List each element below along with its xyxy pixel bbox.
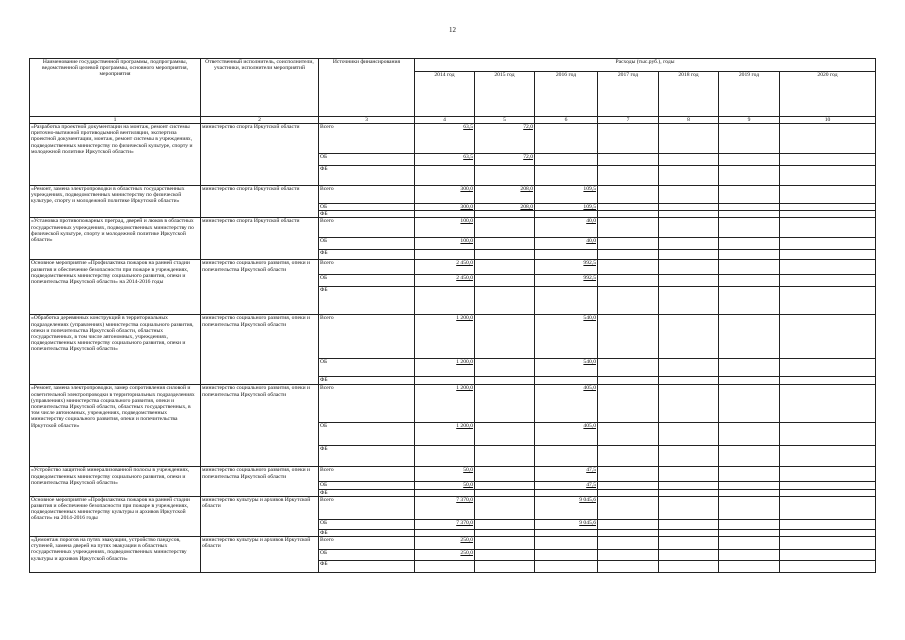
- header-row-top: [30, 59, 876, 72]
- expense-value: [780, 489, 876, 496]
- expense-value: [598, 385, 659, 423]
- expense-value: 992,5: [535, 275, 598, 287]
- expense-value: [475, 537, 535, 550]
- header-year: 2015 год: [475, 72, 535, 117]
- expense-value: [659, 482, 719, 489]
- expense-value: [780, 315, 876, 359]
- table-row: [30, 218, 876, 238]
- expense-value: [659, 260, 719, 275]
- expense-value: [780, 359, 876, 377]
- expense-value: [719, 275, 780, 287]
- expense-value: [780, 496, 876, 519]
- expense-value: [719, 423, 780, 446]
- expense-value: [659, 496, 719, 519]
- column-number: 1: [30, 117, 201, 124]
- expense-value: [659, 377, 719, 385]
- expense-value: 7 370,0: [415, 496, 475, 519]
- expense-value: [780, 519, 876, 529]
- column-number: 2: [201, 117, 319, 124]
- expense-value: [598, 186, 659, 204]
- funding-source: ОБ: [319, 154, 415, 166]
- expense-value: [475, 561, 535, 573]
- header-year: 2014 год: [415, 72, 475, 117]
- expense-value: [780, 423, 876, 446]
- expense-value: 109,5: [535, 204, 598, 211]
- expense-value: [780, 166, 876, 186]
- funding-source: ОБ: [319, 550, 415, 561]
- expense-value: 992,5: [535, 260, 598, 275]
- expense-value: [659, 359, 719, 377]
- activity-name: Основное мероприятие «Профилактика пожаров на ранней стадии развития и обеспечение безопасности при пожаре в учреждениях, подведомственных министерству культуры и архивов Иркутской области» на 2014-2016 годы: [30, 496, 201, 536]
- expense-value: [719, 315, 780, 359]
- funding-source: ФБ: [319, 166, 415, 186]
- expense-value: [475, 423, 535, 446]
- expense-value: [598, 482, 659, 489]
- expense-value: [475, 315, 535, 359]
- expense-value: [659, 489, 719, 496]
- expense-value: 100,0: [415, 238, 475, 250]
- expense-value: [719, 250, 780, 260]
- expense-value: [659, 467, 719, 482]
- expense-value: [659, 166, 719, 186]
- header-year: 2017 год: [598, 72, 659, 117]
- funding-source: Всего: [319, 385, 415, 423]
- expense-value: 109,5: [535, 186, 598, 204]
- responsible-executor: министерство социального развития, опеки и попечительства Иркутской области: [201, 260, 319, 315]
- expense-value: [719, 385, 780, 423]
- funding-source: ФБ: [319, 287, 415, 315]
- expense-value: 47,5: [535, 482, 598, 489]
- expense-value: [475, 467, 535, 482]
- expense-value: [780, 287, 876, 315]
- expense-value: [415, 211, 475, 218]
- header-executor: Ответственный исполнитель, соисполнители, участники, исполнители мероприятий: [201, 59, 319, 117]
- expense-value: [415, 489, 475, 496]
- expense-value: [719, 482, 780, 489]
- table-row: [30, 186, 876, 204]
- expense-value: [659, 250, 719, 260]
- header-expenses: Расходы (тыс.руб.), годы: [415, 59, 876, 72]
- expense-value: 9 045,6: [535, 496, 598, 519]
- expense-value: [780, 218, 876, 238]
- expense-value: [659, 204, 719, 211]
- expense-value: [719, 519, 780, 529]
- expense-value: [475, 250, 535, 260]
- expense-value: [598, 537, 659, 550]
- expense-value: [780, 154, 876, 166]
- expense-value: [780, 238, 876, 250]
- expense-value: [659, 446, 719, 467]
- activity-name: «Ремонт, замена электропроводки, замер сопротивления силовой и осветительной электропроводки в территориальных подразделениях (управлениях) министерства социального развития, опеки и попечительства Иркутской области, областных государственных, в том числе автономных, учреждениях, подведомственных министерству социального развития, опеки и попечительства Иркутской области»: [30, 385, 201, 467]
- responsible-executor: министерство культуры и архивов Иркутской области: [201, 537, 319, 573]
- table-row: [30, 537, 876, 550]
- expense-value: [535, 561, 598, 573]
- expense-value: [535, 166, 598, 186]
- expense-value: [475, 482, 535, 489]
- expense-value: [719, 359, 780, 377]
- expense-value: [598, 561, 659, 573]
- expense-value: [475, 218, 535, 238]
- expense-value: [659, 519, 719, 529]
- activity-name: «Демонтаж порогов на путях эвакуации, устройство пандусов, ступеней, замена дверей на путях эвакуации в областных государственных учреждениях, подведомственных министерству культуры и архивов Иркутской области»: [30, 537, 201, 573]
- activity-name: «Разработка проектной документации на монтаж, ремонт системы приточно-вытяжной противодымной вентиляции, экспертиза проектной документации, монтаж, ремонт системы в учреждениях, подведомственных министерству по физической культуре, спорту и молодежной политике Иркутской области»: [30, 124, 201, 186]
- expense-value: 540,0: [535, 359, 598, 377]
- expense-value: [475, 550, 535, 561]
- expense-value: [780, 561, 876, 573]
- responsible-executor: министерство культуры и архивов Иркутской области: [201, 496, 319, 536]
- expense-value: 540,0: [535, 315, 598, 359]
- expense-value: [780, 446, 876, 467]
- expense-value: 72,0: [475, 154, 535, 166]
- funding-source: Всего: [319, 186, 415, 204]
- funding-source: ОБ: [319, 204, 415, 211]
- expense-value: [475, 529, 535, 536]
- expense-value: [780, 385, 876, 423]
- responsible-executor: министерство спорта Иркутской области: [201, 218, 319, 260]
- activity-name: «Обработка деревянных конструкций в территориальных подразделениях (управлениях) министерства социального развития, опеки и попечительства Иркутской области, областных государственных, в том числе автономных, учреждениях, подведомственных министерству социального развития, опеки и попечительства Иркутской области»: [30, 315, 201, 385]
- expense-value: [598, 275, 659, 287]
- expense-value: [475, 238, 535, 250]
- expense-value: [535, 550, 598, 561]
- expense-value: [780, 260, 876, 275]
- expense-value: [659, 124, 719, 154]
- funding-source: ФБ: [319, 446, 415, 467]
- responsible-executor: министерство социального развития, опеки и попечительства Иркутской области: [201, 385, 319, 467]
- expense-value: [475, 446, 535, 467]
- expense-value: [598, 315, 659, 359]
- expense-value: [475, 260, 535, 275]
- expense-value: [475, 377, 535, 385]
- expense-value: 9 045,6: [535, 519, 598, 529]
- column-number: 4: [415, 117, 475, 124]
- expense-value: [659, 287, 719, 315]
- responsible-executor: министерство спорта Иркутской области: [201, 124, 319, 186]
- expense-value: [598, 467, 659, 482]
- expense-value: [719, 467, 780, 482]
- expense-value: [659, 154, 719, 166]
- expense-value: 2 450,0: [415, 260, 475, 275]
- expense-value: [719, 260, 780, 275]
- expense-value: [415, 446, 475, 467]
- expense-value: [475, 489, 535, 496]
- column-number: 3: [319, 117, 415, 124]
- expense-value: [598, 211, 659, 218]
- funding-source: Всего: [319, 467, 415, 482]
- expense-value: [659, 275, 719, 287]
- expense-value: [598, 496, 659, 519]
- expense-value: [598, 238, 659, 250]
- expense-value: [719, 186, 780, 204]
- expense-value: 208,0: [475, 204, 535, 211]
- column-number: 8: [659, 117, 719, 124]
- expense-value: 1 200,0: [415, 315, 475, 359]
- funding-source: ОБ: [319, 359, 415, 377]
- expense-value: 1 200,0: [415, 385, 475, 423]
- expense-value: [719, 561, 780, 573]
- funding-source: ОБ: [319, 519, 415, 529]
- expense-value: [598, 166, 659, 186]
- expense-value: [780, 467, 876, 482]
- expense-value: [719, 537, 780, 550]
- expense-value: [598, 154, 659, 166]
- expense-value: [719, 238, 780, 250]
- expense-value: [780, 204, 876, 211]
- expense-value: [659, 211, 719, 218]
- expense-value: [415, 250, 475, 260]
- expense-value: [719, 446, 780, 467]
- expense-value: [780, 529, 876, 536]
- expense-value: [719, 154, 780, 166]
- expense-value: [598, 529, 659, 536]
- expense-value: [475, 519, 535, 529]
- expense-value: 50,0: [415, 467, 475, 482]
- expense-value: 208,0: [475, 186, 535, 204]
- header-year: 2020 год: [780, 72, 876, 117]
- expense-value: [659, 218, 719, 238]
- expense-value: 72,0: [475, 124, 535, 154]
- funding-source: ФБ: [319, 211, 415, 218]
- expense-value: [475, 287, 535, 315]
- expense-value: [598, 550, 659, 561]
- funding-source: ФБ: [319, 489, 415, 496]
- responsible-executor: министерство социального развития, опеки и попечительства Иркутской области: [201, 467, 319, 496]
- expense-value: 1 200,0: [415, 359, 475, 377]
- expense-value: 300,0: [415, 186, 475, 204]
- expense-value: [598, 124, 659, 154]
- activity-name: Основное мероприятие «Профилактика пожаров на ранней стадии развития и обеспечение безопасности при пожаре в учреждениях, подведомственных министерству социального развития, опеки и попечительства Иркутской области» на 2014-2016 годы: [30, 260, 201, 315]
- expense-value: 63,5: [415, 124, 475, 154]
- header-name: Наименование государственной программы, подпрограммы, ведомственной целевой программы, основного мероприятия, мероприятия: [30, 59, 201, 117]
- table-row: [30, 315, 876, 359]
- expense-value: 7 370,0: [415, 519, 475, 529]
- expense-value: [535, 529, 598, 536]
- expense-value: [719, 211, 780, 218]
- funding-source: Всего: [319, 537, 415, 550]
- expense-value: [535, 211, 598, 218]
- column-number-row: [30, 117, 876, 124]
- expense-value: 50,0: [415, 482, 475, 489]
- expense-value: [719, 489, 780, 496]
- column-number: 7: [598, 117, 659, 124]
- budget-table: [29, 58, 876, 573]
- expense-value: [415, 561, 475, 573]
- funding-source: ОБ: [319, 238, 415, 250]
- expense-value: [475, 211, 535, 218]
- expense-value: [719, 287, 780, 315]
- expense-value: [475, 275, 535, 287]
- header-source: Источники финансирования: [319, 59, 415, 117]
- expense-value: [415, 377, 475, 385]
- expense-value: [780, 186, 876, 204]
- expense-value: [659, 238, 719, 250]
- expense-value: [535, 154, 598, 166]
- expense-value: 300,0: [415, 204, 475, 211]
- expense-value: [659, 561, 719, 573]
- expense-value: [535, 446, 598, 467]
- funding-source: ОБ: [319, 482, 415, 489]
- expense-value: 47,5: [535, 467, 598, 482]
- expense-value: [598, 423, 659, 446]
- header-year: 2018 год: [659, 72, 719, 117]
- page-number: 12: [449, 26, 456, 34]
- funding-source: Всего: [319, 260, 415, 275]
- responsible-executor: министерство социального развития, опеки и попечительства Иркутской области: [201, 315, 319, 385]
- expense-value: [719, 529, 780, 536]
- funding-source: ОБ: [319, 423, 415, 446]
- table-body: [30, 124, 876, 573]
- expense-value: [535, 250, 598, 260]
- expense-value: 1 200,0: [415, 423, 475, 446]
- expense-value: 405,0: [535, 423, 598, 446]
- expense-value: [598, 377, 659, 385]
- expense-value: [535, 287, 598, 315]
- expense-value: 2 450,0: [415, 275, 475, 287]
- expense-value: [598, 446, 659, 467]
- expense-value: [598, 204, 659, 211]
- header-year: 2019 год: [719, 72, 780, 117]
- activity-name: «Ремонт, замена электропроводки в областных государственных учреждениях, подведомственных министерству по физической культуре, спорту и молодежной политике Иркутской области»: [30, 186, 201, 218]
- expense-value: [780, 124, 876, 154]
- funding-source: ФБ: [319, 250, 415, 260]
- responsible-executor: министерство спорта Иркутской области: [201, 186, 319, 218]
- expense-value: [415, 529, 475, 536]
- column-number: 6: [535, 117, 598, 124]
- expense-value: [659, 385, 719, 423]
- expense-value: [535, 489, 598, 496]
- expense-value: [719, 204, 780, 211]
- expense-value: [659, 315, 719, 359]
- expense-value: 100,0: [415, 218, 475, 238]
- expense-value: [598, 489, 659, 496]
- funding-source: ОБ: [319, 275, 415, 287]
- expense-value: [598, 359, 659, 377]
- expense-value: 405,0: [535, 385, 598, 423]
- expense-value: [659, 186, 719, 204]
- expense-value: [475, 359, 535, 377]
- expense-value: [535, 377, 598, 385]
- expense-value: [780, 275, 876, 287]
- expense-value: [719, 166, 780, 186]
- table-row: [30, 496, 876, 519]
- expense-value: [475, 496, 535, 519]
- expense-value: 40,0: [535, 238, 598, 250]
- column-number: 10: [780, 117, 876, 124]
- expense-value: [780, 250, 876, 260]
- activity-name: «Устройство защитной минерализованной полосы в учреждениях, подведомственных министерству социального развития, опеки и попечительства Иркутской области»: [30, 467, 201, 496]
- column-number: 9: [719, 117, 780, 124]
- table-row: [30, 467, 876, 482]
- expense-value: [780, 377, 876, 385]
- expense-value: [719, 377, 780, 385]
- funding-source: Всего: [319, 315, 415, 359]
- expense-value: [719, 496, 780, 519]
- expense-value: [719, 124, 780, 154]
- expense-value: [659, 423, 719, 446]
- funding-source: Всего: [319, 218, 415, 238]
- expense-value: [475, 166, 535, 186]
- expense-value: [659, 529, 719, 536]
- expense-value: [659, 550, 719, 561]
- expense-value: [598, 287, 659, 315]
- funding-source: ФБ: [319, 529, 415, 536]
- expense-value: 250,0: [415, 537, 475, 550]
- expense-value: [598, 519, 659, 529]
- expense-value: [780, 550, 876, 561]
- expense-value: [535, 124, 598, 154]
- expense-value: [780, 211, 876, 218]
- expense-value: [475, 385, 535, 423]
- header-year: 2016 год: [535, 72, 598, 117]
- expense-value: [598, 218, 659, 238]
- expense-value: [780, 537, 876, 550]
- expense-value: [719, 550, 780, 561]
- expense-value: [415, 166, 475, 186]
- expense-value: 63,5: [415, 154, 475, 166]
- expense-value: [659, 537, 719, 550]
- table-row: [30, 385, 876, 423]
- funding-source: Всего: [319, 496, 415, 519]
- expense-value: 40,0: [535, 218, 598, 238]
- expense-value: [415, 287, 475, 315]
- expense-value: [598, 250, 659, 260]
- funding-source: Всего: [319, 124, 415, 154]
- expense-value: [598, 260, 659, 275]
- expense-value: [780, 482, 876, 489]
- table-row: [30, 124, 876, 154]
- expense-value: [535, 537, 598, 550]
- activity-name: «Установка противопожарных преград, дверей и люков в областных государственных учреждениях, подведомственных министерству по физической культуре, спорту и молодежной политике Иркутской области»: [30, 218, 201, 260]
- funding-source: ФБ: [319, 561, 415, 573]
- funding-source: ФБ: [319, 377, 415, 385]
- expense-value: [719, 218, 780, 238]
- expense-value: 250,0: [415, 550, 475, 561]
- column-number: 5: [475, 117, 535, 124]
- table-row: [30, 260, 876, 275]
